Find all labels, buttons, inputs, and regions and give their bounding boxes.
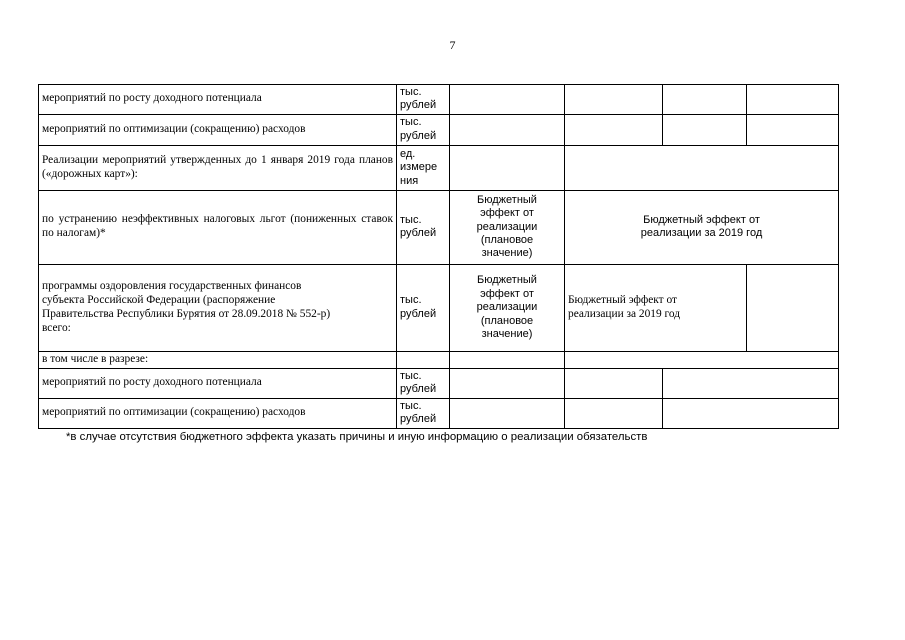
table-row [39, 398, 839, 428]
empty-cell [450, 114, 565, 145]
row-label: мероприятий по росту доходного потенциала [39, 85, 397, 115]
empty-cell [663, 398, 839, 428]
row-unit: тыс. рублей [397, 264, 450, 351]
row-label: мероприятий по росту доходного потенциала [39, 368, 397, 398]
row-label: в том числе в разрезе: [39, 351, 397, 368]
row-unit: ед. измере ния [397, 145, 450, 190]
empty-cell [565, 398, 663, 428]
row-label: мероприятий по оптимизации (сокращению) расходов [39, 114, 397, 145]
empty-cell [397, 351, 450, 368]
actual-effect-header: Бюджетный эффект от реализации за 2019 год [565, 190, 839, 264]
empty-cell [450, 398, 565, 428]
empty-cell [663, 85, 747, 115]
empty-cell [747, 85, 839, 115]
row-label: мероприятий по оптимизации (сокращению) расходов [39, 398, 397, 428]
table-row [39, 145, 839, 190]
table-row [39, 85, 839, 115]
table-row [39, 368, 839, 398]
empty-cell [663, 368, 839, 398]
empty-cell [450, 368, 565, 398]
empty-cell [565, 368, 663, 398]
empty-cell [565, 351, 839, 368]
budget-effect-table [38, 84, 839, 429]
actual-effect-header: Бюджетный эффект от реализации за 2019 год [565, 264, 747, 351]
plan-effect-header: Бюджетный эффект от реализации (плановое значение) [450, 190, 565, 264]
table-row [39, 264, 839, 351]
table-row [39, 190, 839, 264]
empty-cell [565, 145, 839, 190]
row-unit: тыс. рублей [397, 398, 450, 428]
empty-cell [565, 114, 663, 145]
table-row [39, 114, 839, 145]
table-row [39, 351, 839, 368]
empty-cell [450, 85, 565, 115]
empty-cell [565, 85, 663, 115]
empty-cell [450, 351, 565, 368]
row-label: Реализации мероприятий утвержденных до 1 января 2019 года планов («дорожных карт»): [39, 145, 397, 190]
plan-effect-header: Бюджетный эффект от реализации (плановое значение) [450, 264, 565, 351]
empty-cell [747, 264, 839, 351]
empty-cell [747, 114, 839, 145]
empty-cell [450, 145, 565, 190]
row-unit: тыс. рублей [397, 114, 450, 145]
row-unit: тыс. рублей [397, 85, 450, 115]
footnote: *в случае отсутствия бюджетного эффекта указать причины и иную информацию о реализации обязательств [66, 431, 648, 443]
row-label: программы оздоровления государственных финансов субъекта Российской Федерации (распоряжение Правительства Республики Бурятия от 28.09.2018 № 552-р) всего: [39, 264, 397, 351]
row-label: по устранению неэффективных налоговых льгот (пониженных ставок по налогам)* [39, 190, 397, 264]
page-number: 7 [449, 38, 456, 52]
row-unit: тыс. рублей [397, 368, 450, 398]
row-unit: тыс. рублей [397, 190, 450, 264]
empty-cell [663, 114, 747, 145]
